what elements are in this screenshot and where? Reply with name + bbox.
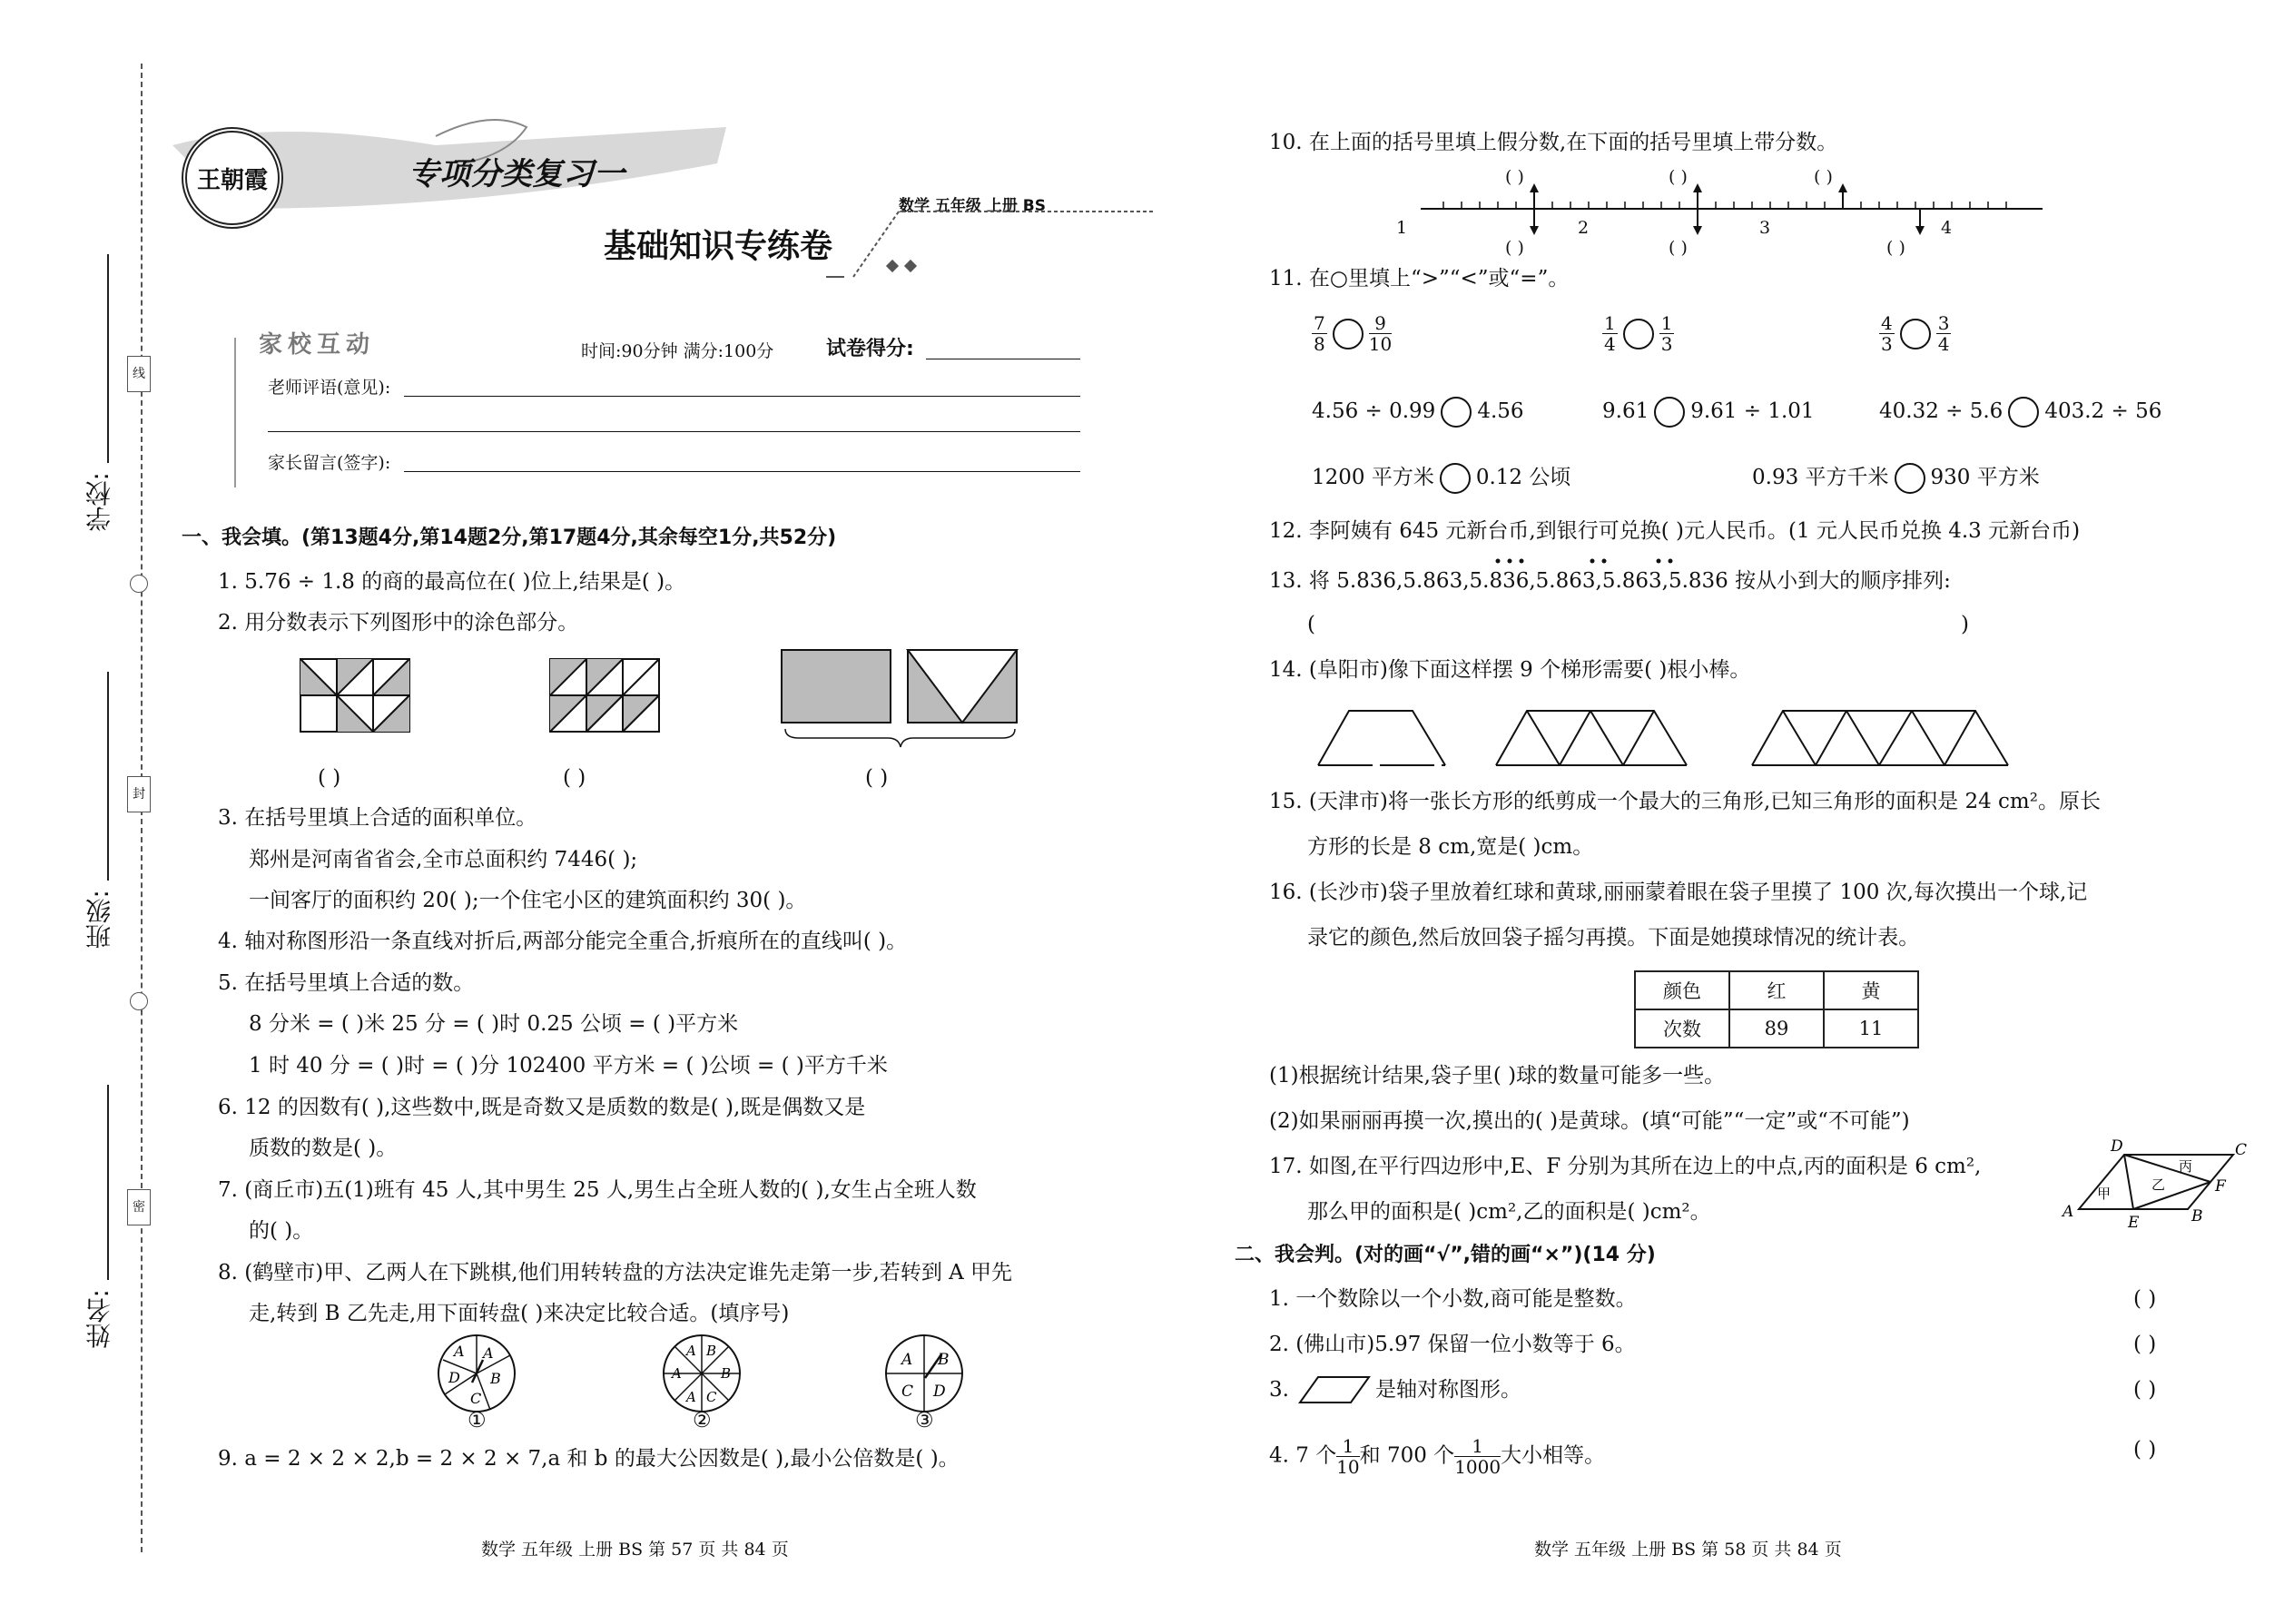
table-cell: 89 xyxy=(1729,1009,1824,1048)
fraction: $\frac{1}{3}$ xyxy=(1660,312,1673,355)
number-label: 4 xyxy=(1941,218,1953,238)
compare-circle[interactable] xyxy=(1900,319,1931,349)
table-cell: 黄 xyxy=(1824,971,1918,1009)
parent-comment-label: 家长留言(签字): xyxy=(268,453,391,473)
family-school-label: 家校互动 xyxy=(259,331,376,359)
page-footer-right: 数学 五年级 上册 BS 第 58 页 共 84 页 xyxy=(1534,1540,1842,1560)
question-9: 9. a = 2 × 2 × 2,b = 2 × 2 × 7,a 和 b 的最大公因数是( ),最小公倍数是( )。 xyxy=(218,1447,960,1471)
page-footer-left: 数学 五年级 上册 BS 第 57 页 共 84 页 xyxy=(481,1540,789,1560)
svg-text:C: C xyxy=(901,1383,914,1401)
repeating-decimal-dots xyxy=(1452,556,1725,568)
svg-text:丙: 丙 xyxy=(2179,1158,2193,1175)
compare-circle[interactable] xyxy=(1440,463,1471,494)
teacher-comment-field[interactable] xyxy=(404,396,1080,397)
judge-blank[interactable]: ( ) xyxy=(2133,1378,2157,1402)
seal-mark: 密 xyxy=(127,1189,151,1225)
number-label: 1 xyxy=(1396,218,1408,238)
svg-text:E: E xyxy=(2128,1214,2140,1232)
compare-circle[interactable] xyxy=(1895,463,1925,494)
svg-text:B: B xyxy=(706,1343,717,1359)
answer-blank[interactable]: ( ) xyxy=(1505,167,1524,187)
question-16-2: (2)如果丽丽再摸一次,摸出的( )是黄球。(填“可能”“一定”或“不可能”) xyxy=(1269,1109,1910,1133)
svg-text:B: B xyxy=(2191,1207,2203,1225)
compare-fractions-1 xyxy=(1312,313,1392,354)
compare-row-2c: 40.32 ÷ 5.6 403.2 ÷ 56 xyxy=(1879,397,2161,428)
question-17a: 17. 如图,在平行四边形中,E、F 分别为其所在边上的中点,丙的面积是 6 cm², xyxy=(1269,1155,1982,1178)
judge-blank[interactable]: ( ) xyxy=(2133,1287,2157,1311)
teacher-comment-field-2[interactable] xyxy=(268,431,1080,432)
question-15b: 方形的长是 8 cm,宽是( )cm。 xyxy=(1307,835,1594,859)
svg-text:A: A xyxy=(672,1365,682,1382)
number-label: 2 xyxy=(1578,218,1590,238)
judge-4: 4. 7 个 $\frac{1}{10}$ 和 700 个 $\frac{1}{1000}$ 大小相等。 xyxy=(1269,1435,1606,1478)
svg-text:A: A xyxy=(686,1389,696,1405)
name-field[interactable] xyxy=(107,1085,109,1280)
score-label: 试卷得分: xyxy=(826,338,914,360)
question-3b: 一间客厅的面积约 20( );一个住宅小区的建筑面积约 30( )。 xyxy=(249,889,807,912)
question-11: 11. 在○里填上“>”“<”或“=”。 xyxy=(1269,267,1570,290)
time-info: 时间:90分钟 满分:100分 xyxy=(581,341,774,361)
class-label: 班级: xyxy=(84,890,114,950)
question-7b: 的( )。 xyxy=(249,1219,314,1243)
brand-logo xyxy=(182,127,283,229)
parallelogram-shape-icon xyxy=(1296,1373,1373,1406)
question-3: 3. 在括号里填上合适的面积单位。 xyxy=(218,806,537,830)
judge-1: 1. 一个数除以一个小数,商可能是整数。 xyxy=(1269,1287,1637,1311)
title-frame xyxy=(817,186,1162,286)
svg-text:A: A xyxy=(901,1351,913,1369)
answer-blank[interactable]: ( ) xyxy=(1886,238,1905,258)
compare-row-3b: 0.93 平方千米 930 平方米 xyxy=(1752,463,2040,494)
svg-text:乙: 乙 xyxy=(2151,1176,2166,1193)
svg-text:D: D xyxy=(2111,1137,2123,1156)
binding-knot xyxy=(130,575,148,593)
svg-text:A: A xyxy=(483,1344,494,1362)
fraction: $\frac{1}{4}$ xyxy=(1604,312,1616,355)
compare-circle[interactable] xyxy=(1654,397,1685,428)
answer-blank[interactable]: ( ) xyxy=(865,766,889,790)
svg-text:D: D xyxy=(933,1383,946,1401)
question-5: 5. 在括号里填上合适的数。 xyxy=(218,971,475,995)
shaded-rect-figure-3 xyxy=(781,649,1026,751)
answer-blank[interactable]: ( ) xyxy=(318,766,341,790)
spinner-1 xyxy=(436,1333,517,1414)
page-title: 基础知识专练卷 xyxy=(604,228,833,265)
compare-fractions-2 xyxy=(1602,313,1674,354)
question-8b: 走,转到 B 乙先走,用下面转盘( )来决定比较合适。(填序号) xyxy=(249,1302,790,1325)
judge-3: 是轴对称图形。 xyxy=(1375,1378,1521,1402)
question-15a: 15. (天津市)将一张长方形的纸剪成一个最大的三角形,已知三角形的面积是 24 cm²。原长 xyxy=(1269,790,2101,813)
svg-text:B: B xyxy=(938,1351,950,1369)
svg-text:A: A xyxy=(454,1343,465,1360)
fraction: $\frac{1}{1000}$ xyxy=(1454,1435,1501,1478)
svg-text:B: B xyxy=(490,1370,501,1387)
table-cell: 颜色 xyxy=(1635,971,1729,1009)
answer-blank-right[interactable]: ) xyxy=(1961,613,1969,636)
spinner-label: ② xyxy=(693,1409,712,1432)
binding-knot xyxy=(130,992,148,1010)
parent-comment-field[interactable] xyxy=(404,471,1080,472)
number-label: 3 xyxy=(1759,218,1771,238)
table-row xyxy=(1635,1009,1918,1048)
compare-circle[interactable] xyxy=(1623,319,1654,349)
section-1-title: 一、我会填。(第13题4分,第14题2分,第17题4分,其余每空1分,共52分) xyxy=(182,527,837,549)
parallelogram-figure xyxy=(2061,1135,2260,1235)
svg-text:C: C xyxy=(2235,1141,2248,1159)
question-2: 2. 用分数表示下列图形中的涂色部分。 xyxy=(218,611,579,635)
judge-blank[interactable]: ( ) xyxy=(2133,1333,2157,1356)
svg-text:B: B xyxy=(721,1365,732,1382)
shaded-grid-figure-1 xyxy=(300,658,410,733)
fraction: $\frac{7}{8}$ xyxy=(1314,312,1325,355)
answer-blank[interactable]: ( ) xyxy=(1669,167,1688,187)
question-12: 12. 李阿姨有 645 元新台币,到银行可兑换( )元人民币。(1 元人民币兑换 4.3 元新台币) xyxy=(1269,519,2081,543)
spinner-2 xyxy=(661,1333,743,1414)
compare-circle[interactable] xyxy=(2008,397,2039,428)
fraction: $\frac{3}{4}$ xyxy=(1937,312,1950,355)
svg-text:D: D xyxy=(448,1369,460,1386)
answer-blank[interactable]: ( ) xyxy=(1505,238,1524,258)
subtitle: 专项分类复习一 xyxy=(409,156,625,192)
judge-blank[interactable]: ( ) xyxy=(2133,1438,2157,1462)
question-6b: 质数的数是( )。 xyxy=(249,1137,398,1160)
question-1: 1. 5.76 ÷ 1.8 的商的最高位在( )位上,结果是( )。 xyxy=(218,570,686,594)
spinner-label: ③ xyxy=(915,1409,934,1432)
logo-text: 王朝霞 xyxy=(196,167,268,194)
compare-circle[interactable] xyxy=(1441,397,1472,428)
question-6a: 6. 12 的因数有( ),这些数中,既是奇数又是质数的数是( ),既是偶数又是 xyxy=(218,1096,866,1119)
question-5a: 8 分米 = ( )米 25 分 = ( )时 0.25 公顷 = ( )平方米 xyxy=(249,1012,739,1036)
subject-tags: 数学 五年级 上册 BS xyxy=(899,197,1046,215)
seal-mark: 线 xyxy=(127,356,151,392)
table-row xyxy=(1635,971,1918,1009)
question-3a: 郑州是河南省省会,全市总面积约 7446( ); xyxy=(249,848,638,871)
shaded-grid-figure-2 xyxy=(549,658,660,733)
answer-blank-left[interactable]: ( xyxy=(1307,613,1315,636)
seal-mark: 封 xyxy=(127,776,151,812)
compare-row-2: 4.56 ÷ 0.99 4.56 xyxy=(1312,397,1524,428)
spinner-label: ① xyxy=(468,1409,487,1432)
question-4: 4. 轴对称图形沿一条直线对折后,两部分能完全重合,折痕所在的直线叫( )。 xyxy=(218,930,908,953)
judge-3-number: 3. xyxy=(1269,1378,1289,1402)
question-16b: 录它的颜色,然后放回袋子摇匀再摸。下面是她摸球情况的统计表。 xyxy=(1307,926,1920,950)
judge-2: 2. (佛山市)5.97 保留一位小数等于 6。 xyxy=(1269,1333,1636,1356)
statistics-table xyxy=(1634,970,1919,1048)
question-10: 10. 在上面的括号里填上假分数,在下面的括号里填上带分数。 xyxy=(1269,131,1838,154)
name-label: 姓名: xyxy=(84,1289,114,1349)
school-label: 学校: xyxy=(84,472,114,532)
question-14: 14. (阜阳市)像下面这样摆 9 个梯形需要( )根小棒。 xyxy=(1269,658,1751,682)
question-5b: 1 时 40 分 = ( )时 = ( )分 102400 平方米 = ( )公顷 = ( )平方千米 xyxy=(249,1054,888,1078)
school-field[interactable] xyxy=(107,254,109,463)
compare-row-3: 1200 平方米 0.12 公顷 xyxy=(1312,463,1570,494)
answer-blank[interactable]: ( ) xyxy=(563,766,586,790)
question-7a: 7. (商丘市)五(1)班有 45 人,其中男生 25 人,男生占全班人数的( ),女生占全班人数 xyxy=(218,1178,977,1202)
section-2-title: 二、我会判。(对的画“√”,错的画“×”)(14 分) xyxy=(1235,1244,1656,1266)
trapezoid-sticks xyxy=(1316,704,2052,776)
svg-text:A: A xyxy=(2063,1203,2074,1221)
question-17b: 那么甲的面积是( )cm²,乙的面积是( )cm²。 xyxy=(1307,1200,1711,1224)
table-cell: 次数 xyxy=(1635,1009,1729,1048)
question-8a: 8. (鹤壁市)甲、乙两人在下跳棋,他们用转转盘的方法决定谁先走第一步,若转到 A 甲先 xyxy=(218,1261,1013,1284)
class-field[interactable] xyxy=(107,672,109,881)
svg-text:甲: 甲 xyxy=(2097,1186,2112,1202)
fraction: $\frac{4}{3}$ xyxy=(1881,312,1893,355)
table-cell: 11 xyxy=(1824,1009,1918,1048)
svg-text:F: F xyxy=(2215,1177,2226,1196)
table-cell: 红 xyxy=(1729,971,1824,1009)
compare-circle[interactable] xyxy=(1333,319,1364,349)
compare-row-2b: 9.61 9.61 ÷ 1.01 xyxy=(1602,397,1815,428)
spinner-3 xyxy=(883,1333,965,1414)
svg-text:C: C xyxy=(706,1389,717,1405)
answer-blank[interactable]: ( ) xyxy=(1814,167,1833,187)
teacher-comment-label: 老师评语(意见): xyxy=(268,378,391,398)
fraction: $\frac{1}{10}$ xyxy=(1336,1435,1360,1478)
svg-text:C: C xyxy=(470,1390,482,1407)
question-16a: 16. (长沙市)袋子里放着红球和黄球,丽丽蒙着眼在袋子里摸了 100 次,每次摸出一个球,记 xyxy=(1269,881,2088,904)
svg-text:A: A xyxy=(686,1343,696,1359)
compare-fractions-3 xyxy=(1879,313,1951,354)
question-16-1: (1)根据统计结果,袋子里( )球的数量可能多一些。 xyxy=(1269,1064,1726,1088)
fraction: $\frac{9}{10}$ xyxy=(1368,312,1393,355)
question-13: 13. 将 5.836,5.863,5.836,5.863,5.863,5.836 按从小到大的顺序排列: xyxy=(1269,569,1951,593)
answer-blank[interactable]: ( ) xyxy=(1669,238,1688,258)
